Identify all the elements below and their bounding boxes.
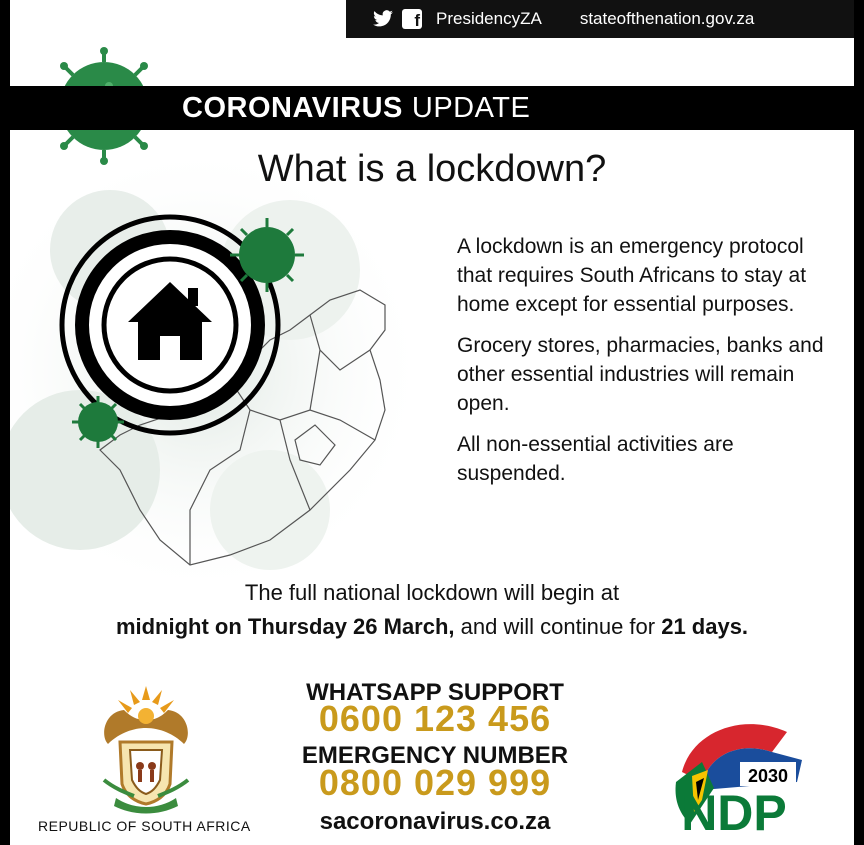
lockdown-graphic — [40, 210, 420, 580]
social-handle[interactable]: PresidencyZA — [436, 9, 542, 28]
country-label: REPUBLIC OF SOUTH AFRICA — [38, 818, 251, 834]
social-bar — [346, 0, 854, 38]
paragraph-essential-open: Grocery stores, pharmacies, banks and other essential industries will remain open. — [457, 334, 824, 415]
whatsapp-number[interactable]: 0600 123 456 — [318, 698, 552, 739]
banner-bold: CORONAVIRUS — [182, 91, 403, 124]
lockdown-notice-line2 — [10, 614, 854, 640]
lockdown-notice-line1: The full national lockdown will begin at — [244, 580, 620, 605]
virus-icon — [230, 218, 304, 292]
emergency-number[interactable]: 0800 029 999 — [318, 762, 552, 803]
ndp-text: NDP — [681, 785, 787, 837]
infographic-card — [10, 0, 854, 845]
lockdown-start: midnight on Thursday 26 March, — [115, 614, 455, 639]
ndp-year: 2030 — [747, 766, 789, 786]
banner — [10, 86, 854, 130]
ndp-2030-logo — [662, 712, 812, 837]
paragraph-nonessential-suspended: All non-essential activities are suspended. — [457, 433, 734, 485]
paragraph-lockdown-definition: A lockdown is an emergency protocol that requires South Africans to stay at home except for essential purposes. — [457, 235, 807, 316]
description — [457, 232, 827, 500]
website-link[interactable]: stateofthenation.gov.za — [579, 9, 755, 28]
lockdown-duration: 21 days. — [661, 614, 749, 639]
coat-of-arms-logo — [94, 684, 198, 814]
page-title: What is a lockdown? — [257, 148, 607, 190]
sacoronavirus-link[interactable]: sacoronavirus.co.za — [319, 808, 551, 835]
twitter-icon[interactable] — [372, 10, 394, 28]
emergency-label: EMERGENCY NUMBER — [301, 742, 569, 769]
whatsapp-label: WHATSAPP SUPPORT — [306, 679, 564, 706]
banner-normal: UPDATE — [411, 91, 531, 124]
facebook-icon[interactable]: f — [402, 9, 422, 29]
lockdown-mid: and will continue for — [454, 614, 662, 639]
virus-icon — [72, 396, 124, 448]
